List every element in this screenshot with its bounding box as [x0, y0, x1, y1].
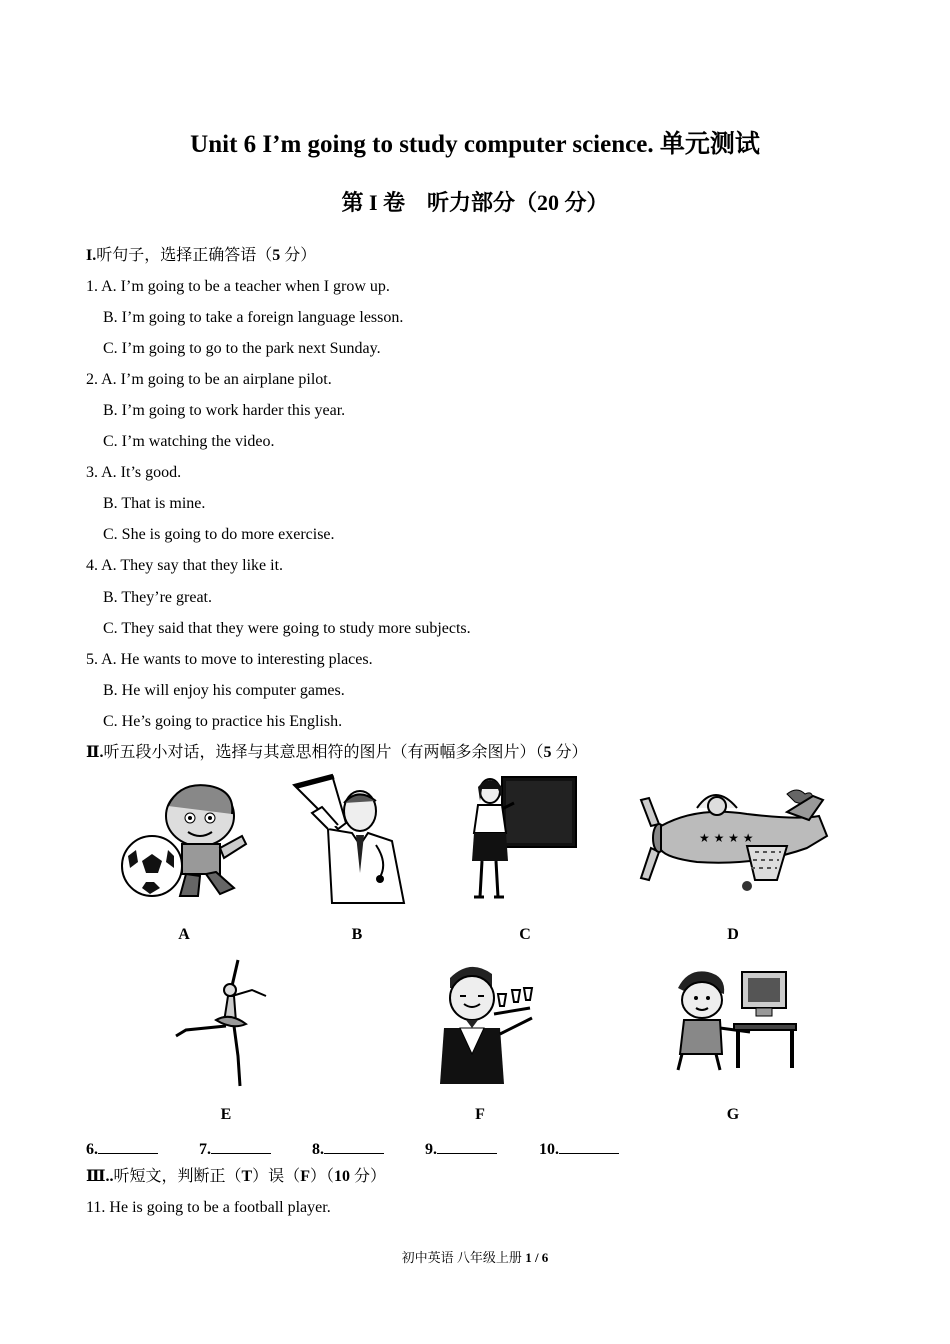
question-11: 11. He is going to be a football player. [86, 1199, 331, 1216]
section1-heading-suffix: 分） [280, 247, 317, 264]
boy-with-soccer-ball-icon [120, 776, 255, 901]
answer-blank-9-number: 9. [425, 1141, 437, 1158]
section1-heading [86, 246, 316, 266]
question-5-option-c: C. He’s going to practice his English. [103, 713, 343, 730]
answer-blank-8[interactable] [312, 1137, 384, 1159]
question-2-option-b: B. I’m going to work harder this year. [103, 402, 346, 419]
section3-heading-suffix: 分） [349, 1168, 386, 1185]
section-subtitle: 第 I 卷 听力部分（20 分） [341, 190, 609, 215]
section2-heading-text: 听五段小对话，选择与其意思相符的图片（有两幅多余图片）（ [103, 744, 544, 761]
section1-heading-score: 5 [272, 247, 281, 264]
section3-heading-mid: ）误（ [252, 1168, 301, 1185]
teacher-at-blackboard-icon [468, 773, 580, 905]
answer-blank-6[interactable] [86, 1137, 158, 1159]
footer-text: 初中英语 八年级上册 [401, 1250, 526, 1265]
section3-heading-t: T [241, 1168, 253, 1185]
question-5-option-a: 5. A. He wants to move to interesting places. [86, 651, 373, 668]
child-at-computer-icon [668, 964, 801, 1074]
answer-blank-9[interactable] [425, 1137, 497, 1159]
ballet-dancer-icon [172, 956, 277, 1091]
pilot-in-airplane-icon [637, 786, 832, 896]
picture-label-e: E [220, 1106, 232, 1123]
answer-blank-10[interactable] [539, 1137, 619, 1159]
page-title: Unit 6 I’m going to study computer science. 单元测试 [190, 131, 760, 158]
question-3-option-a: 3. A. It’s good. [86, 464, 182, 481]
question-3-option-b: B. That is mine. [103, 495, 206, 512]
picture-label-a: A [178, 926, 190, 943]
question-5-option-b: B. He will enjoy his computer games. [103, 682, 345, 699]
answer-blank-8-number: 8. [312, 1141, 324, 1158]
question-2-option-c: C. I’m watching the video. [103, 433, 275, 450]
question-2-option-a: 2. A. I’m going to be an airplane pilot. [86, 371, 332, 388]
question-4-option-b: B. They’re great. [103, 589, 212, 606]
question-3-option-c: C. She is going to do more exercise. [103, 526, 335, 543]
answer-blank-10-number: 10. [539, 1141, 559, 1158]
section2-heading [86, 743, 588, 763]
section3-heading-f: F [300, 1168, 310, 1185]
answer-blank-7[interactable] [199, 1137, 271, 1159]
question-4-option-a: 4. A. They say that they like it. [86, 557, 284, 574]
question-4-option-c: C. They said that they were going to study more subjects. [103, 620, 471, 637]
picture-label-c: C [519, 926, 531, 943]
section1-heading-text: 听句子，选择正确答语（ [96, 247, 273, 264]
waiter-with-glasses-icon [430, 958, 535, 1088]
picture-label-f: F [475, 1106, 485, 1123]
section3-heading-score: 10 [333, 1168, 350, 1185]
section3-heading-prefix: Ⅲ.. [86, 1168, 114, 1185]
section3-heading [86, 1167, 386, 1187]
section2-heading-score: 5 [543, 744, 552, 761]
section3-heading-text: 听短文，判断正（ [113, 1168, 242, 1185]
section2-heading-prefix: Ⅱ. [86, 744, 104, 761]
page-number: 1 / 6 [525, 1250, 549, 1265]
doctor-icon [292, 773, 424, 905]
section2-heading-suffix: 分） [551, 744, 588, 761]
page-footer [0, 1247, 950, 1266]
section1-heading-prefix: I. [86, 247, 97, 264]
picture-label-d: D [727, 926, 739, 943]
picture-label-g: G [726, 1106, 740, 1123]
question-1-option-b: B. I’m going to take a foreign language lesson. [103, 309, 404, 326]
question-1-option-a: 1. A. I’m going to be a teacher when I grow up. [86, 278, 390, 295]
picture-label-b: B [351, 926, 363, 943]
svg-text:★ ★ ★ ★: ★ ★ ★ ★ [699, 831, 754, 845]
answer-blank-6-number: 6. [86, 1141, 98, 1158]
answer-blank-7-number: 7. [199, 1141, 211, 1158]
section3-heading-mid2: ）（ [309, 1168, 334, 1185]
question-1-option-c: C. I’m going to go to the park next Sunday. [103, 340, 381, 357]
